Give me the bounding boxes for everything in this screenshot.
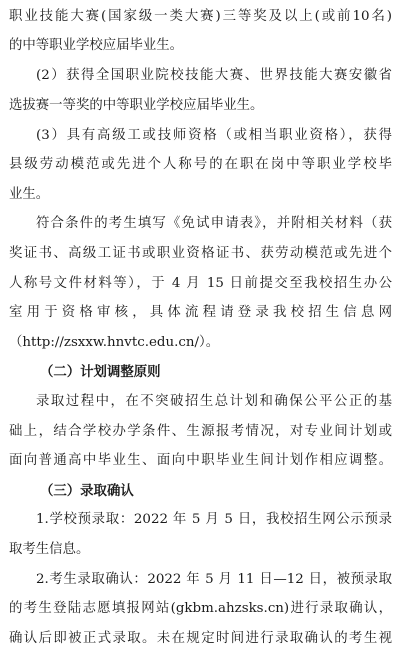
text-line: 奖证书、高级工证书或职业资格证书、获劳动模范或先进个 (9, 246, 392, 261)
text-line: (3）具有高级工或技师资格（或相当职业资格），获得 (36, 128, 392, 143)
text-line: 的考生登陆志愿填报网站(gkbm.ahzsks.cn)进行录取确认， (9, 601, 392, 616)
text-line: 职业技能大赛(国家级一类大赛)三等奖及以上(或前10名) (9, 9, 392, 24)
section-heading: （二）计划调整原则 (40, 364, 161, 380)
text-line: 选拔赛一等奖的中等职业学校应届毕业生。 (9, 98, 264, 113)
text-line: 的中等职业学校应届毕业生。 (9, 38, 184, 53)
text-line: 录取过程中，在不突破招生总计划和确保公平公正的基 (36, 394, 392, 409)
text-line: 室用于资格审核，具体流程请登录我校招生信息网 (9, 305, 392, 320)
text-line: 业生。 (9, 187, 50, 202)
text-line: 取考生信息。 (9, 542, 90, 557)
section-heading: （三）录取确认 (40, 483, 134, 499)
text-line: 符合条件的考生填写《免试申请表》，并附相关材料（获 (36, 216, 392, 231)
text-line: (2）获得全国职业院校技能大赛、世界技能大赛安徽省 (36, 68, 392, 83)
text-line: 面向普通高中毕业生、面向中职毕业生间计划作相应调整。 (9, 453, 392, 468)
text-line: （http://zsxxw.hnvtc.edu.cn/）。 (9, 335, 220, 350)
text-line: 础上，结合学校办学条件、生源报考情况，对专业间计划或 (9, 424, 392, 439)
text-line: 县级劳动模范或先进个人称号的在职在岗中等职业学校毕 (9, 157, 392, 172)
text-line: 确认后即被正式录取。未在规定时间进行录取确认的考生视 (9, 631, 392, 646)
text-line: 人称号文件材料等），于 4 月 15 日前提交至我校招生办公 (9, 276, 392, 291)
text-line: 1.学校预录取：2022 年 5 月 5 日，我校招生网公示预录 (36, 512, 392, 527)
text-line: 2.考生录取确认：2022 年 5 月 11 日—12 日，被预录取 (36, 572, 392, 587)
